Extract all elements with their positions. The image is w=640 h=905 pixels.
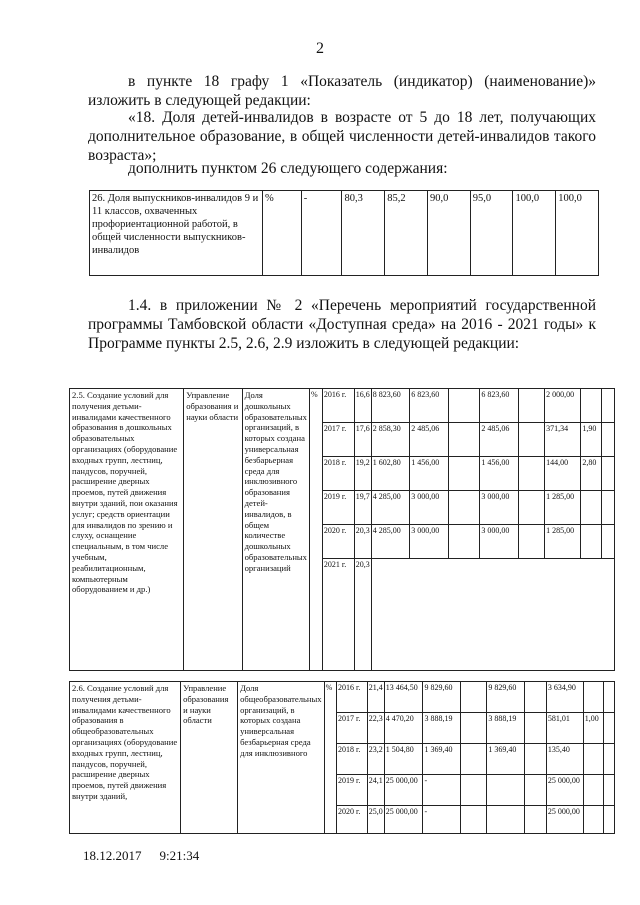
row-federal: 3 634,90: [546, 682, 583, 713]
row-cell: 9 829,60: [487, 682, 524, 713]
row-federal: 144,00: [545, 457, 581, 491]
row-cell: 1,90: [581, 423, 602, 457]
row-cell: [602, 389, 615, 423]
indicator-value: 100,0: [556, 191, 599, 276]
row-cell: [583, 744, 603, 775]
measure-title: 2.5. Создание условий для получения детьми-инвалидами качественного образования в дошкольных образовательных организациях (оборудование входных групп, лестниц, пандусов, поручней, расширение дверных проемов, путей движения внутри зданий, пои оказания услуг; средств ориентации для инвалидов по зрению и слуху, оснащение специальным, в том числе учебным, реабилитационным, компьютерным оборудованием и др.): [70, 389, 184, 671]
row-cell: [448, 525, 480, 559]
row-cell: [583, 775, 603, 806]
row-federal: 25 000,00: [546, 806, 583, 834]
row-cell: [460, 682, 487, 713]
row-regional: -: [423, 806, 460, 834]
row-cell: 3 888,19: [487, 713, 524, 744]
measure-table-2-5: [69, 388, 615, 671]
row-cell: [460, 713, 487, 744]
row-year: 2018 г.: [336, 744, 367, 775]
row-cell: [448, 389, 480, 423]
row-cell: [603, 806, 614, 834]
row-year: 2017 г.: [336, 713, 367, 744]
row-total: 4 470,20: [384, 713, 423, 744]
table-row: [70, 682, 615, 713]
row-cell: 1,00: [583, 713, 603, 744]
row-regional: -: [423, 775, 460, 806]
row-cell: [602, 457, 615, 491]
row-cell: [581, 389, 602, 423]
row-cell: [487, 775, 524, 806]
row-cell: [518, 423, 544, 457]
row-cell: [524, 744, 546, 775]
row-cell: [518, 457, 544, 491]
measure-table-2-6: [69, 681, 615, 834]
row-federal: 25 000,00: [546, 775, 583, 806]
row-cell: [524, 775, 546, 806]
row-federal: 1 285,00: [545, 491, 581, 525]
paragraph-add-26: дополнить пунктом 26 следующего содержания:: [128, 160, 448, 177]
row-regional: 3 000,00: [410, 525, 449, 559]
row-year: 2020 г.: [336, 806, 367, 834]
indicator-value: 85,2: [385, 191, 428, 276]
row-cell: [583, 806, 603, 834]
row-cell: [602, 491, 615, 525]
row-regional: 3 888,19: [423, 713, 460, 744]
indicator-base: -: [301, 191, 342, 276]
measure-title: 2.6. Создание условий для получения детьми-инвалидами качественного образования в общеобразовательных организациях (оборудование входных групп, лестниц, пандусов, поручней, расширение дверных проемов, путей движения внутри зданий,: [70, 682, 181, 834]
measure-indicator: Доля общеобразовательных организаций, в которых создана универсальная безбарьерная среда для инклюзивного: [238, 682, 325, 834]
row-value: 24,1: [367, 775, 384, 806]
row-total: 25 000,00: [384, 775, 423, 806]
paragraph-item-18: «18. Доля детей-инвалидов в возрасте от 5 до 18 лет, получающих дополнительное образование, в общей численности детей-инвалидов такого возраста»;: [88, 109, 596, 164]
row-cell: [448, 457, 480, 491]
row-value: 19,2: [354, 457, 371, 491]
page-number: 2: [316, 40, 324, 57]
row-cell: [448, 423, 480, 457]
footer-time: 9:21:34: [159, 848, 200, 863]
indicator-value: 90,0: [427, 191, 470, 276]
row-cell: 3 000,00: [480, 491, 519, 525]
indicator-value: 80,3: [342, 191, 385, 276]
measure-executor: Управление образования и науки области: [181, 682, 238, 834]
measure-executor: Управление образования и науки области: [184, 389, 242, 671]
row-cell: [487, 806, 524, 834]
measure-indicator: Доля дошкольных образовательных организаций, в которых создана универсальная безбарьерная среда для инклюзивного образования детей-инвалидов, в общем количестве дошкольных образовательных организаций: [242, 389, 309, 671]
row-total: 25 000,00: [384, 806, 423, 834]
row-cell: 1 369,40: [487, 744, 524, 775]
row-total: 2 858,30: [371, 423, 410, 457]
row-regional: 1 456,00: [410, 457, 449, 491]
row-cell: [460, 744, 487, 775]
row-cell: [581, 491, 602, 525]
paragraph-appendix-2: 1.4. в приложении № 2 «Перечень мероприятий государственной программы Тамбовской области «Доступная среда» на 2016 - 2021 годы» к Программе пункты 2.5, 2.6, 2.9 изложить в следующей редакции:: [88, 297, 596, 352]
row-total: 4 285,00: [371, 491, 410, 525]
row-value: 17,6: [354, 423, 371, 457]
row-cell: [583, 682, 603, 713]
row-year: 2017 г.: [322, 423, 354, 457]
measure-unit: %: [324, 682, 336, 834]
row-value: 23,2: [367, 744, 384, 775]
indicator-value: 100,0: [513, 191, 556, 276]
row-total: 4 285,00: [371, 525, 410, 559]
row-cell: [524, 806, 546, 834]
row-year: 2016 г.: [336, 682, 367, 713]
table-row: [70, 389, 615, 423]
indicator-value: 95,0: [470, 191, 513, 276]
row-cell: [460, 806, 487, 834]
row-cell: 3 000,00: [480, 525, 519, 559]
row-year: 2020 г.: [322, 525, 354, 559]
footer-date: 18.12.2017: [83, 848, 142, 863]
row-value: 16,6: [354, 389, 371, 423]
row-cell: [603, 744, 614, 775]
row-total: 1 602,80: [371, 457, 410, 491]
row-cell: 1 456,00: [480, 457, 519, 491]
row-federal: 371,34: [545, 423, 581, 457]
row-regional: 1 369,40: [423, 744, 460, 775]
row-cell: [581, 525, 602, 559]
measure-unit: %: [309, 389, 322, 671]
row-year: 2016 г.: [322, 389, 354, 423]
row-cell: [602, 423, 615, 457]
row-value: 20,3: [354, 559, 371, 671]
row-cell: [448, 491, 480, 525]
row-cell: [518, 389, 544, 423]
row-total: 13 464,50: [384, 682, 423, 713]
row-cell: 2,80: [581, 457, 602, 491]
row-value: 19,7: [354, 491, 371, 525]
row-regional: 9 829,60: [423, 682, 460, 713]
row-cell: [603, 775, 614, 806]
indicator-name: 26. Доля выпускников-инвалидов 9 и 11 классов, охваченных профориентационной работой, в общей численности выпускников-инвалидов: [90, 191, 263, 276]
indicator-unit: %: [263, 191, 302, 276]
row-total: 8 823,60: [371, 389, 410, 423]
row-federal: 581,01: [546, 713, 583, 744]
row-cell: 2 485,06: [480, 423, 519, 457]
row-cell: 6 823,60: [480, 389, 519, 423]
row-federal: 135,40: [546, 744, 583, 775]
row-regional: 3 000,00: [410, 491, 449, 525]
row-cell: [603, 713, 614, 744]
row-cell: [603, 682, 614, 713]
row-cell: [524, 713, 546, 744]
row-year: 2018 г.: [322, 457, 354, 491]
indicator-row: [90, 191, 599, 276]
row-total: 1 504,80: [384, 744, 423, 775]
row-cell: [518, 491, 544, 525]
row-value: 20,3: [354, 525, 371, 559]
paragraph-amend-18: в пункте 18 графу 1 «Показатель (индикатор) (наименование)» изложить в следующей редакции:: [88, 73, 596, 109]
row-regional: 2 485,06: [410, 423, 449, 457]
row-year: 2019 г.: [322, 491, 354, 525]
row-cell: [602, 525, 615, 559]
row-regional: 6 823,60: [410, 389, 449, 423]
row-cell: [524, 682, 546, 713]
row-value: 22,3: [367, 713, 384, 744]
indicator-table: [89, 190, 599, 276]
row-federal: 1 285,00: [545, 525, 581, 559]
row-federal: 2 000,00: [545, 389, 581, 423]
row-year: 2021 г.: [322, 559, 354, 671]
row-cell: [518, 525, 544, 559]
row-cell: [460, 775, 487, 806]
footer-timestamp: [83, 848, 217, 864]
row-empty: [371, 559, 614, 671]
row-value: 25,0: [367, 806, 384, 834]
row-value: 21,4: [367, 682, 384, 713]
row-year: 2019 г.: [336, 775, 367, 806]
